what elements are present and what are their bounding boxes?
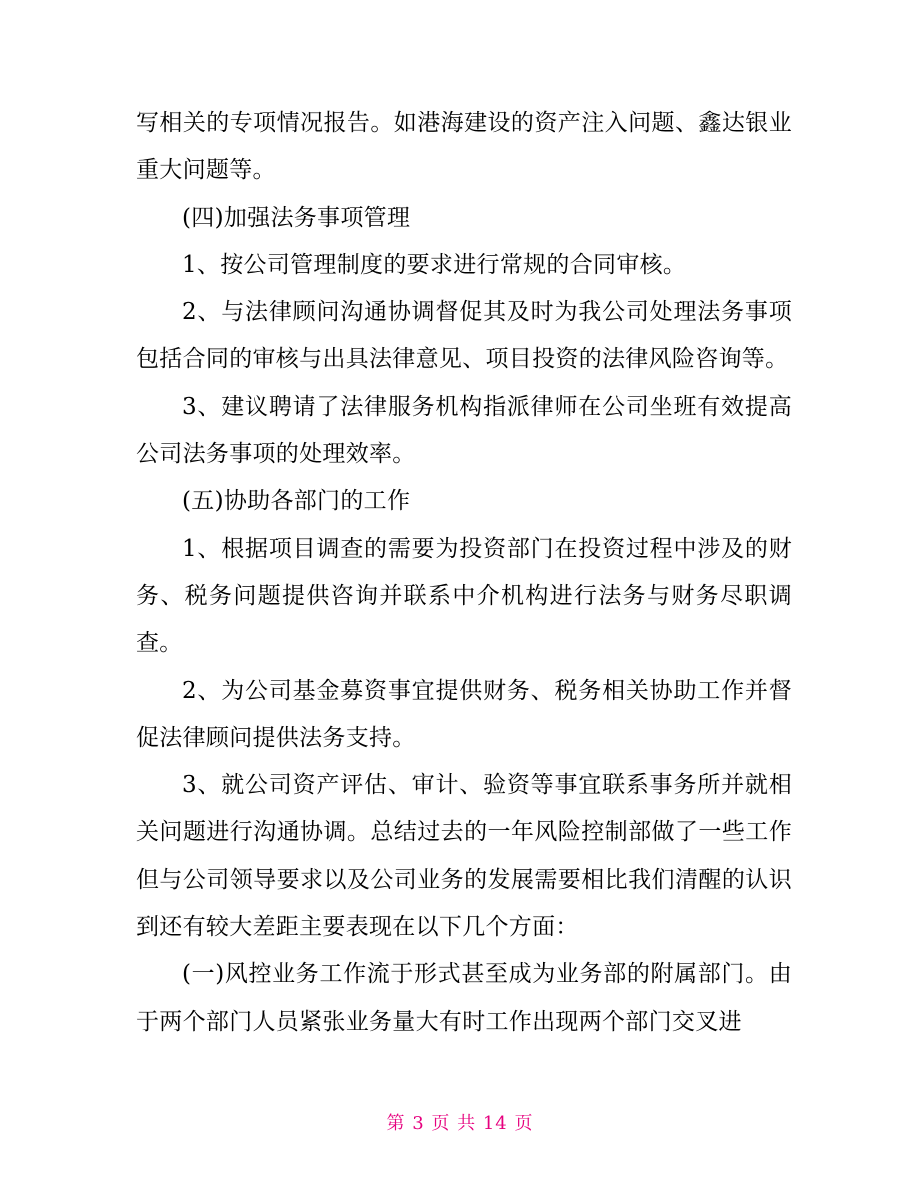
- list-item: 2、与法律顾问沟通协调督促其及时为我公司处理法务事项包括合同的审核与出具法律意见、项目投资的法律风险咨询等。: [136, 299, 792, 373]
- list-item: 3、就公司资产评估、审计、验资等事宜联系事务所并就相关问题进行沟通协调。总结过去的一年风险控制部做了一些工作但与公司领导要求以及公司业务的发展需要相比我们清醒的认识到还有较大差距主要表现在以下几个方面：: [136, 772, 792, 941]
- list-item: 1、按公司管理制度的要求进行常规的合同审核。: [182, 251, 687, 278]
- list-item: (一)风控业务工作流于形式甚至成为业务部的附属部门。由于两个部门人员紧张业务量大有时工作出现两个部门交叉进: [136, 961, 792, 1035]
- paragraph-continuation: 写相关的专项情况报告。如港海建设的资产注入问题、鑫达银业重大问题等。: [136, 110, 792, 184]
- page-footer: [0, 1111, 920, 1137]
- list-item: 1、根据项目调查的需要为投资部门在投资过程中涉及的财务、税务问题提供咨询并联系中介机构进行法务与财务尽职调查。: [136, 535, 792, 657]
- section-heading-4: (四)加强法务事项管理: [182, 204, 411, 231]
- page-number-label: 第 3 页 共 14 页: [386, 1113, 534, 1134]
- section-heading-5: (五)协助各部门的工作: [182, 488, 411, 515]
- list-item: 2、为公司基金募资事宜提供财务、税务相关协助工作并督促法律顾问提供法务支持。: [136, 677, 792, 751]
- list-item: 3、建议聘请了法律服务机构指派律师在公司坐班有效提高公司法务事项的处理效率。: [136, 393, 792, 468]
- document-body: [136, 100, 792, 1046]
